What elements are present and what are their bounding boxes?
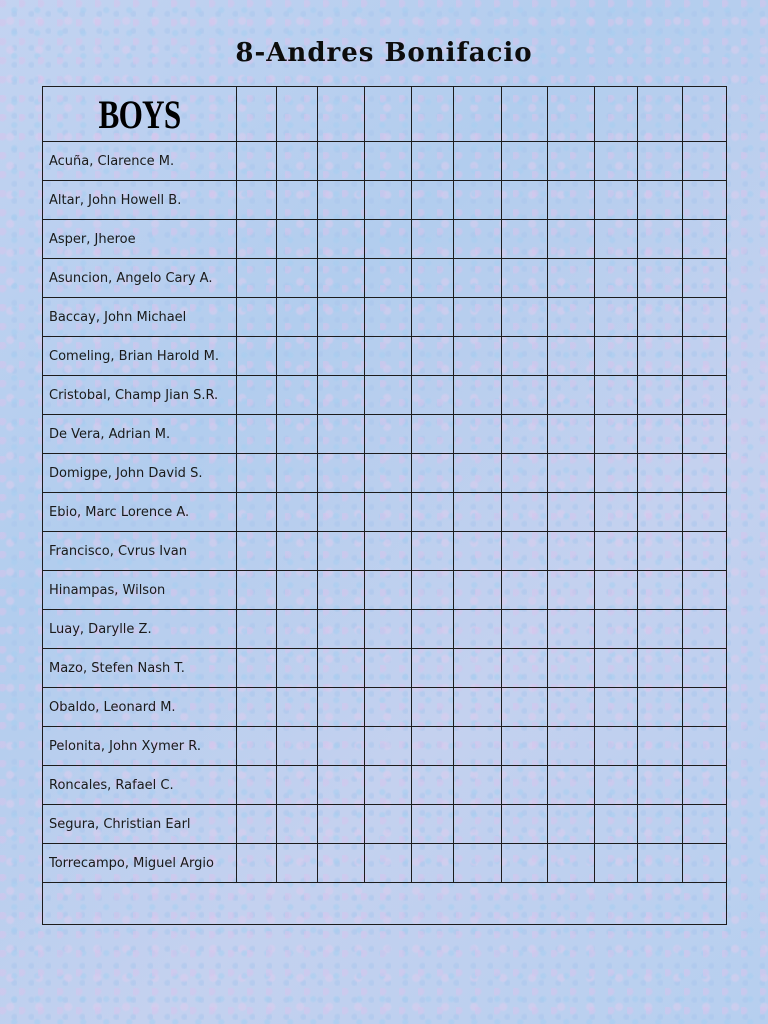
mark-cell[interactable] — [548, 610, 595, 649]
mark-cell[interactable] — [683, 844, 727, 883]
mark-cell[interactable] — [502, 649, 548, 688]
mark-cell[interactable] — [277, 649, 318, 688]
table-row — [43, 610, 727, 649]
mark-cell[interactable] — [412, 259, 454, 298]
mark-cell[interactable] — [595, 844, 638, 883]
mark-cell[interactable] — [318, 532, 365, 571]
mark-cell[interactable] — [412, 454, 454, 493]
mark-cell[interactable] — [454, 376, 502, 415]
mark-cell[interactable] — [365, 376, 412, 415]
mark-cell[interactable] — [683, 805, 727, 844]
mark-cell[interactable] — [318, 415, 365, 454]
table-row — [43, 688, 727, 727]
table-row — [43, 493, 727, 532]
mark-cell[interactable] — [595, 415, 638, 454]
mark-cell[interactable] — [277, 415, 318, 454]
mark-cell[interactable] — [595, 259, 638, 298]
mark-cell[interactable] — [318, 454, 365, 493]
mark-cell[interactable] — [454, 454, 502, 493]
mark-cell[interactable] — [548, 298, 595, 337]
mark-cell[interactable] — [412, 844, 454, 883]
mark-cell[interactable] — [454, 571, 502, 610]
mark-cell[interactable] — [237, 688, 277, 727]
mark-cell[interactable] — [412, 142, 454, 181]
table-row — [43, 571, 727, 610]
mark-cell[interactable] — [502, 805, 548, 844]
mark-cell[interactable] — [412, 415, 454, 454]
mark-cell[interactable] — [548, 649, 595, 688]
mark-cell[interactable] — [638, 727, 683, 766]
mark-cell[interactable] — [237, 415, 277, 454]
mark-cell[interactable] — [638, 376, 683, 415]
mark-cell[interactable] — [237, 532, 277, 571]
mark-cell[interactable] — [548, 805, 595, 844]
mark-cell[interactable] — [638, 415, 683, 454]
mark-cell[interactable] — [638, 181, 683, 220]
mark-cell[interactable] — [683, 649, 727, 688]
mark-cell[interactable] — [595, 181, 638, 220]
mark-cell[interactable] — [683, 181, 727, 220]
mark-cell[interactable] — [595, 649, 638, 688]
mark-cell[interactable] — [277, 610, 318, 649]
mark-cell[interactable] — [548, 142, 595, 181]
mark-cell[interactable] — [365, 766, 412, 805]
mark-cell[interactable] — [318, 298, 365, 337]
mark-cell[interactable] — [365, 220, 412, 259]
mark-cell[interactable] — [277, 844, 318, 883]
mark-cell[interactable] — [237, 493, 277, 532]
mark-cell[interactable] — [502, 376, 548, 415]
mark-cell[interactable] — [502, 844, 548, 883]
mark-cell[interactable] — [595, 766, 638, 805]
mark-cell[interactable] — [277, 727, 318, 766]
student-name: Cristobal, Champ Jian S.R. — [43, 376, 237, 415]
mark-cell[interactable] — [548, 181, 595, 220]
mark-cell[interactable] — [683, 532, 727, 571]
student-name: Obaldo, Leonard M. — [43, 688, 237, 727]
mark-cell[interactable] — [365, 727, 412, 766]
mark-cell[interactable] — [412, 532, 454, 571]
mark-cell[interactable] — [595, 376, 638, 415]
mark-cell[interactable] — [412, 649, 454, 688]
student-name: Altar, John Howell B. — [43, 181, 237, 220]
mark-cell[interactable] — [412, 298, 454, 337]
mark-cell[interactable] — [683, 259, 727, 298]
table-row — [43, 181, 727, 220]
mark-cell[interactable] — [277, 181, 318, 220]
header-blank-cell — [237, 87, 277, 142]
mark-cell[interactable] — [412, 493, 454, 532]
mark-cell[interactable] — [502, 571, 548, 610]
mark-cell[interactable] — [502, 142, 548, 181]
mark-cell[interactable] — [365, 454, 412, 493]
mark-cell[interactable] — [548, 532, 595, 571]
mark-cell[interactable] — [237, 844, 277, 883]
mark-cell[interactable] — [318, 688, 365, 727]
mark-cell[interactable] — [277, 220, 318, 259]
table-row — [43, 844, 727, 883]
student-name: Mazo, Stefen Nash T. — [43, 649, 237, 688]
mark-cell[interactable] — [595, 805, 638, 844]
mark-cell[interactable] — [412, 610, 454, 649]
header-blank-cell — [595, 87, 638, 142]
table-row — [43, 376, 727, 415]
mark-cell[interactable] — [277, 298, 318, 337]
mark-cell[interactable] — [548, 493, 595, 532]
header-blank-cell — [365, 87, 412, 142]
mark-cell[interactable] — [638, 337, 683, 376]
mark-cell[interactable] — [683, 220, 727, 259]
mark-cell[interactable] — [595, 337, 638, 376]
mark-cell[interactable] — [318, 220, 365, 259]
mark-cell[interactable] — [638, 220, 683, 259]
mark-cell[interactable] — [502, 532, 548, 571]
mark-cell[interactable] — [595, 532, 638, 571]
mark-cell[interactable] — [277, 766, 318, 805]
student-name: Hinampas, Wilson — [43, 571, 237, 610]
mark-cell[interactable] — [454, 805, 502, 844]
mark-cell[interactable] — [237, 610, 277, 649]
mark-cell[interactable] — [638, 493, 683, 532]
table-row — [43, 805, 727, 844]
student-name: Asper, Jheroe — [43, 220, 237, 259]
mark-cell[interactable] — [502, 688, 548, 727]
header-blank-cell — [318, 87, 365, 142]
mark-cell[interactable] — [638, 766, 683, 805]
mark-cell[interactable] — [365, 805, 412, 844]
mark-cell[interactable] — [237, 259, 277, 298]
table-row — [43, 142, 727, 181]
mark-cell[interactable] — [454, 610, 502, 649]
mark-cell[interactable] — [277, 337, 318, 376]
mark-cell[interactable] — [318, 181, 365, 220]
mark-cell[interactable] — [454, 766, 502, 805]
mark-cell[interactable] — [318, 844, 365, 883]
table-row — [43, 415, 727, 454]
mark-cell[interactable] — [502, 727, 548, 766]
mark-cell[interactable] — [548, 571, 595, 610]
mark-cell[interactable] — [237, 766, 277, 805]
mark-cell[interactable] — [502, 610, 548, 649]
mark-cell[interactable] — [365, 337, 412, 376]
mark-cell[interactable] — [277, 493, 318, 532]
mark-cell[interactable] — [277, 142, 318, 181]
student-name: Acuña, Clarence M. — [43, 142, 237, 181]
mark-cell[interactable] — [548, 337, 595, 376]
mark-cell[interactable] — [683, 376, 727, 415]
mark-cell[interactable] — [412, 805, 454, 844]
mark-cell[interactable] — [277, 532, 318, 571]
mark-cell[interactable] — [318, 259, 365, 298]
mark-cell[interactable] — [638, 571, 683, 610]
mark-cell[interactable] — [237, 142, 277, 181]
mark-cell[interactable] — [454, 727, 502, 766]
mark-cell[interactable] — [454, 259, 502, 298]
mark-cell[interactable] — [365, 649, 412, 688]
mark-cell[interactable] — [638, 532, 683, 571]
footer-row — [43, 883, 727, 925]
mark-cell[interactable] — [595, 688, 638, 727]
mark-cell[interactable] — [365, 298, 412, 337]
student-name: Torrecampo, Miguel Argio — [43, 844, 237, 883]
roster-body — [43, 142, 727, 925]
mark-cell[interactable] — [454, 688, 502, 727]
mark-cell[interactable] — [412, 727, 454, 766]
mark-cell[interactable] — [237, 805, 277, 844]
mark-cell[interactable] — [595, 610, 638, 649]
mark-cell[interactable] — [595, 298, 638, 337]
mark-cell[interactable] — [412, 220, 454, 259]
mark-cell[interactable] — [237, 571, 277, 610]
mark-cell[interactable] — [548, 220, 595, 259]
mark-cell[interactable] — [683, 454, 727, 493]
mark-cell[interactable] — [502, 181, 548, 220]
header-row — [43, 87, 727, 142]
mark-cell[interactable] — [318, 376, 365, 415]
mark-cell[interactable] — [683, 142, 727, 181]
mark-cell[interactable] — [318, 649, 365, 688]
table-row — [43, 259, 727, 298]
mark-cell[interactable] — [638, 454, 683, 493]
mark-cell[interactable] — [454, 844, 502, 883]
mark-cell[interactable] — [548, 259, 595, 298]
student-name: Asuncion, Angelo Cary A. — [43, 259, 237, 298]
student-name: Baccay, John Michael — [43, 298, 237, 337]
footer-blank-cell — [43, 883, 727, 925]
mark-cell[interactable] — [638, 610, 683, 649]
mark-cell[interactable] — [365, 571, 412, 610]
mark-cell[interactable] — [365, 493, 412, 532]
mark-cell[interactable] — [365, 844, 412, 883]
mark-cell[interactable] — [237, 220, 277, 259]
mark-cell[interactable] — [365, 688, 412, 727]
mark-cell[interactable] — [683, 337, 727, 376]
student-name: Segura, Christian Earl — [43, 805, 237, 844]
mark-cell[interactable] — [412, 337, 454, 376]
mark-cell[interactable] — [502, 766, 548, 805]
mark-cell[interactable] — [454, 493, 502, 532]
header-blank-cell — [502, 87, 548, 142]
mark-cell[interactable] — [454, 181, 502, 220]
mark-cell[interactable] — [502, 259, 548, 298]
mark-cell[interactable] — [548, 454, 595, 493]
mark-cell[interactable] — [683, 298, 727, 337]
header-blank-cell — [548, 87, 595, 142]
boys-header — [43, 87, 237, 142]
page-title: 8-Andres Bonifacio — [235, 38, 533, 68]
student-name: Francisco, Cvrus Ivan — [43, 532, 237, 571]
mark-cell[interactable] — [318, 337, 365, 376]
mark-cell[interactable] — [318, 805, 365, 844]
mark-cell[interactable] — [318, 610, 365, 649]
mark-cell[interactable] — [454, 142, 502, 181]
mark-cell[interactable] — [548, 415, 595, 454]
table-row — [43, 298, 727, 337]
mark-cell[interactable] — [237, 454, 277, 493]
mark-cell[interactable] — [548, 844, 595, 883]
mark-cell[interactable] — [277, 805, 318, 844]
student-name: Roncales, Rafael C. — [43, 766, 237, 805]
mark-cell[interactable] — [412, 688, 454, 727]
mark-cell[interactable] — [454, 532, 502, 571]
student-name: Comeling, Brian Harold M. — [43, 337, 237, 376]
mark-cell[interactable] — [237, 649, 277, 688]
mark-cell[interactable] — [638, 844, 683, 883]
boys-label: BOYS — [98, 91, 181, 137]
header-blank-cell — [454, 87, 502, 142]
mark-cell[interactable] — [638, 142, 683, 181]
mark-cell[interactable] — [365, 142, 412, 181]
mark-cell[interactable] — [595, 220, 638, 259]
student-name: Domigpe, John David S. — [43, 454, 237, 493]
mark-cell[interactable] — [454, 298, 502, 337]
table-row — [43, 727, 727, 766]
table-row — [43, 649, 727, 688]
mark-cell[interactable] — [595, 454, 638, 493]
mark-cell[interactable] — [454, 649, 502, 688]
mark-cell[interactable] — [548, 688, 595, 727]
mark-cell[interactable] — [412, 181, 454, 220]
mark-cell[interactable] — [365, 181, 412, 220]
mark-cell[interactable] — [548, 727, 595, 766]
mark-cell[interactable] — [595, 493, 638, 532]
table-row — [43, 454, 727, 493]
mark-cell[interactable] — [454, 415, 502, 454]
table-row — [43, 532, 727, 571]
mark-cell[interactable] — [548, 376, 595, 415]
mark-cell[interactable] — [277, 259, 318, 298]
mark-cell[interactable] — [502, 454, 548, 493]
mark-cell[interactable] — [595, 571, 638, 610]
mark-cell[interactable] — [683, 688, 727, 727]
mark-cell[interactable] — [683, 727, 727, 766]
mark-cell[interactable] — [237, 181, 277, 220]
mark-cell[interactable] — [318, 766, 365, 805]
mark-cell[interactable] — [412, 766, 454, 805]
mark-cell[interactable] — [237, 337, 277, 376]
header-blank-cell — [638, 87, 683, 142]
mark-cell[interactable] — [365, 415, 412, 454]
mark-cell[interactable] — [502, 337, 548, 376]
mark-cell[interactable] — [548, 766, 595, 805]
student-name: Pelonita, John Xymer R. — [43, 727, 237, 766]
mark-cell[interactable] — [237, 727, 277, 766]
mark-cell[interactable] — [502, 220, 548, 259]
mark-cell[interactable] — [502, 298, 548, 337]
header-blank-cell — [683, 87, 727, 142]
mark-cell[interactable] — [277, 454, 318, 493]
mark-cell[interactable] — [683, 766, 727, 805]
table-row — [43, 337, 727, 376]
mark-cell[interactable] — [454, 220, 502, 259]
mark-cell[interactable] — [365, 532, 412, 571]
mark-cell[interactable] — [638, 805, 683, 844]
mark-cell[interactable] — [318, 571, 365, 610]
mark-cell[interactable] — [237, 376, 277, 415]
mark-cell[interactable] — [318, 493, 365, 532]
mark-cell[interactable] — [277, 688, 318, 727]
mark-cell[interactable] — [237, 298, 277, 337]
table-row — [43, 766, 727, 805]
mark-cell[interactable] — [365, 610, 412, 649]
header-blank-cell — [277, 87, 318, 142]
student-name: Luay, Darylle Z. — [43, 610, 237, 649]
mark-cell[interactable] — [277, 376, 318, 415]
student-name: Ebio, Marc Lorence A. — [43, 493, 237, 532]
mark-cell[interactable] — [502, 415, 548, 454]
mark-cell[interactable] — [638, 688, 683, 727]
mark-cell[interactable] — [502, 493, 548, 532]
mark-cell[interactable] — [318, 727, 365, 766]
mark-cell[interactable] — [318, 142, 365, 181]
attendance-table — [42, 86, 727, 925]
mark-cell[interactable] — [412, 376, 454, 415]
table-row — [43, 220, 727, 259]
mark-cell[interactable] — [595, 727, 638, 766]
mark-cell[interactable] — [638, 259, 683, 298]
mark-cell[interactable] — [683, 571, 727, 610]
student-name: De Vera, Adrian M. — [43, 415, 237, 454]
mark-cell[interactable] — [595, 142, 638, 181]
mark-cell[interactable] — [412, 571, 454, 610]
mark-cell[interactable] — [277, 571, 318, 610]
mark-cell[interactable] — [638, 298, 683, 337]
mark-cell[interactable] — [638, 649, 683, 688]
mark-cell[interactable] — [683, 610, 727, 649]
mark-cell[interactable] — [365, 259, 412, 298]
mark-cell[interactable] — [683, 493, 727, 532]
mark-cell[interactable] — [454, 337, 502, 376]
mark-cell[interactable] — [683, 415, 727, 454]
header-blank-cell — [412, 87, 454, 142]
